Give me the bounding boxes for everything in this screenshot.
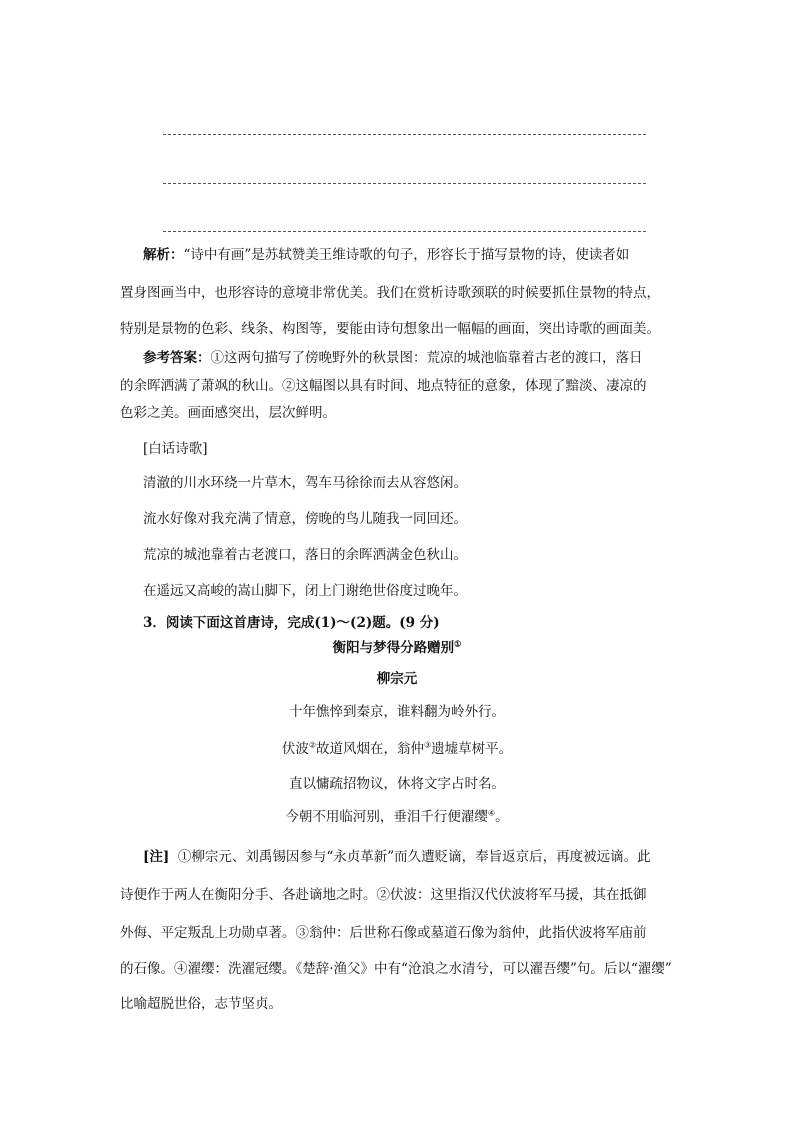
poem-author: 柳宗元 — [376, 671, 418, 687]
analysis-line-1: 解析：“诗中有画”是苏轼赞美王维诗歌的句子，形容长于描写景物的诗，使读者如 — [143, 247, 630, 263]
footnote-marker-4: ④ — [487, 808, 496, 818]
poem-line-3: 直以慵疏招物议，休将文字占时名。 — [289, 776, 505, 792]
vernacular-line-2: 流水好像对我充满了情意，傍晚的鸟儿随我一同回还。 — [143, 511, 467, 527]
footnote-marker-3: ③ — [424, 740, 432, 750]
vernacular-line-3: 荒凉的城池靠着古老渡口，落日的余晖洒满金色秋山。 — [143, 547, 467, 563]
poem-line-2: 伏波②故道风烟在，翁仲③遗墟草树平。 — [281, 740, 513, 757]
notes-label: [注] — [143, 849, 170, 865]
reference-answer-line-1: 参考答案：①这两句描写了傍晚野外的秋景图：荒凉的城池临靠着古老的渡口，落日 — [143, 350, 643, 366]
poem-line-1: 十年憔悴到秦京，谁料翻为岭外行。 — [289, 704, 505, 720]
question-3-prompt: 3．阅读下面这首唐诗，完成(1)～(2)题。(9 分) — [143, 615, 440, 631]
reference-answer-label: 参考答案： — [143, 350, 211, 366]
footnote-marker-1: ① — [454, 638, 462, 649]
notes-line-3: 外侮、平定叛乱上功勋卓著。③翁仲：后世称石像或墓道石像为翁仲，此指伏波将军庙前 — [120, 925, 647, 941]
footnote-marker-2: ② — [308, 740, 316, 750]
notes-line-1: [注] ①柳宗元、刘禹锡因参与“永贞革新”而久遭贬谪，奉旨返京后，再度被远谪。此 — [143, 849, 651, 865]
answer-blank-line-3 — [163, 231, 646, 232]
notes-line-5: 比喻超脱世俗，志节坚贞。 — [120, 996, 282, 1012]
vernacular-line-1: 清澈的川水环绕一片草木，驾车马徐徐而去从容悠闲。 — [143, 475, 467, 491]
poem-title: 衡阳与梦得分路赠别① — [332, 638, 462, 656]
vernacular-line-4: 在遥远又高峻的嵩山脚下，闭上门谢绝世俗度过晚年。 — [143, 583, 467, 599]
reference-answer-line-2: 的余晖洒满了萧飒的秋山。②这幅图以具有时间、地点特征的意象，体现了黯淡、凄凉的 — [120, 378, 647, 394]
notes-line-2: 诗便作于两人在衡阳分手、各赴谪地之时。②伏波：这里指汉代伏波将军马援，其在抵御 — [120, 887, 647, 903]
answer-blank-line-1 — [163, 134, 646, 135]
answer-blank-line-2 — [163, 183, 646, 184]
reference-answer-line-3: 色彩之美。画面感突出，层次鲜明。 — [120, 405, 336, 421]
analysis-line-2: 置身图画当中，也形容诗的意境非常优美。我们在赏析诗歌颈联的时候要抓住景物的特点， — [120, 285, 660, 301]
poem-line-4: 今朝不用临河别，垂泪千行便濯缨④。 — [285, 808, 509, 825]
analysis-line-3: 特别是景物的色彩、线条、构图等，要能由诗句想象出一幅幅的画面，突出诗歌的画面美。 — [120, 321, 660, 337]
analysis-label: 解析： — [143, 247, 184, 263]
notes-line-4: 的石像。④濯缨：洗濯冠缨。《楚辞·渔父》中有“沧浪之水清兮，可以濯吾缨”句。后以“濯缨” — [120, 961, 672, 977]
vernacular-heading: [白话诗歌] — [143, 441, 208, 457]
